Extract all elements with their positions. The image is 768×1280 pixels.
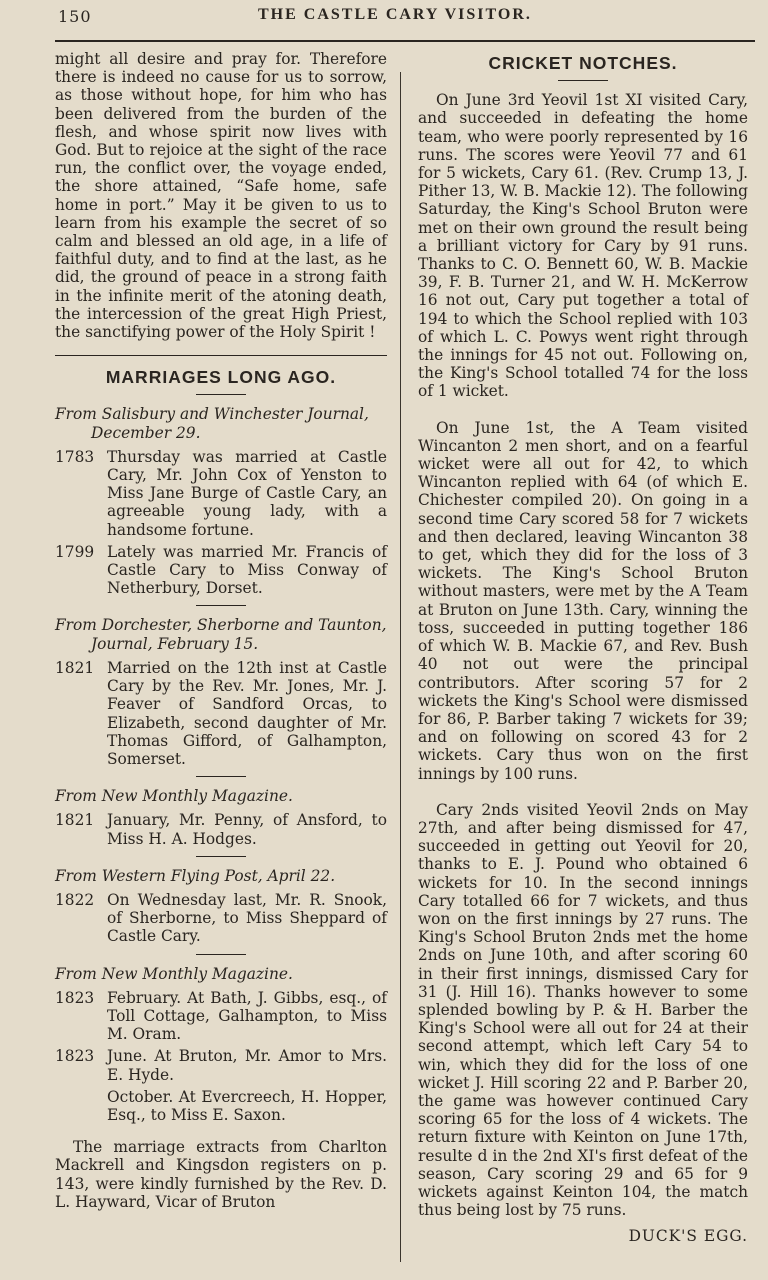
entry-year: 1783: [55, 447, 95, 466]
cricket-paragraph: On June 3rd Yeovil 1st XI visited Cary, and succeeded in defeating the home team, who were poorly represented by 16 runs. The scores were Yeovil 77 and 61 for 5 wickets, Cary 61. (Rev. Crump 13, J. Pither 13, W. B. Mackie 12). The following Saturday, the King's School Bruton were met on their own ground the result being a brilliant victory for Cary by 91 runs. Thanks to C. O. Bennett 60, W. B. Mackie 39, F. B. Turner 21, and W. H. McKerrow 16 not out, Cary put together a total of 194 to which the School replied with 103 of which L. C. Powys went right through the innings for 45 not out. Following on, the King's School totalled 74 for the loss of 1 wicket.: [418, 91, 748, 401]
divider-rule: [196, 776, 246, 777]
heading-rule: [558, 80, 608, 81]
obituary-continued: might all desire and pray for. Therefore there is indeed no cause for us to sorrow, as those without hope, for him who has been delivered from the burden of the flesh, and whose spirit now lives with God. But to rejoice at the sight of the race run, the conflict over, the voyage ended, the shore attained, “Safe home, safe home in port.” May it be given to us to learn from his example the secret of so calm and blessed an old age, in a life of faithful duty, and to find at the last, as he did, the ground of peace in a strong faith in the infinite merit of the atoning death, the intercession of the great High Priest, the sanctifying power of the Holy Spirit !: [55, 50, 387, 342]
marriages-heading: MARRIAGES LONG AGO.: [105, 367, 337, 388]
marriage-entry: [55, 448, 387, 539]
entry-year: 1821: [55, 811, 95, 830]
marriage-section: [55, 787, 387, 848]
marriage-entry: [55, 891, 387, 946]
entry-year: 1821: [55, 658, 95, 677]
marriage-entry: [55, 1047, 387, 1083]
header-rule: [55, 40, 755, 42]
entry-text: Thursday was married at Castle Cary, Mr. John Cox of Yenston to Miss Jane Burge of Castle Cary, an agreeable young lady, with a handsome fortune.: [107, 447, 387, 539]
source-citation: From New Monthly Magazine.: [55, 964, 293, 983]
entry-text: On Wednesday last, Mr. R. Snook, of Sherborne, to Miss Sheppard of Castle Cary.: [107, 890, 387, 946]
cricket-paragraph: On June 1st, the A Team visited Wincanton 2 men short, and on a fearful wicket were all out for 42, to which Wincanton replied with 64 (of which E. Chichester compiled 20). On going in a second time Cary scored 58 for 7 wickets and then declared, leaving Wincanton 38 to get, which they did for the loss of 3 wickets. The King's School Bruton without masters, were met by the A Team at Bruton on June 13th. Cary, winning the toss, succeeded in putting together 186 of which W. B. Mackie 67, and Rev. Bush 40 not out were the principal contributors. After scoring 57 for 2 wickets the King's School were dismissed for 86, P. Barber taking 7 wickets for 39; and on following on scored 43 for 2 wickets. Cary thus won on the first innings by 100 runs.: [418, 418, 748, 783]
page-header: [0, 4, 768, 30]
entry-year: 1822: [55, 890, 95, 909]
column-divider: [400, 72, 401, 1262]
entry-year: 1823: [55, 1047, 95, 1066]
source-citation: From Salisbury and Winchester Journal, December 29.: [55, 405, 369, 442]
source-citation: From Western Flying Post, April 22.: [55, 866, 336, 885]
cricket-heading: CRICKET NOTCHES.: [488, 53, 678, 73]
entry-text: February. At Bath, J. Gibbs, esq., of Toll Cottage, Galhampton, to Miss M. Oram.: [107, 988, 387, 1044]
divider-rule: [196, 954, 246, 955]
marriage-entry: [55, 659, 387, 768]
marriage-entry: [55, 543, 387, 598]
running-title: THE CASTLE CARY VISITOR.: [258, 6, 532, 23]
entry-text: Married on the 12th inst at Castle Cary by the Rev. Mr. Jones, Mr. J. Feaver of Sandford Orcas, to Elizabeth, second daughter of Mr. Thomas Gifford, of Galhampton, Somerset.: [107, 658, 387, 768]
heading-rule: [196, 394, 246, 395]
marriage-section: [55, 405, 387, 597]
entry-year: 1799: [55, 542, 95, 561]
marriage-section: [55, 965, 387, 1125]
source-citation: From New Monthly Magazine.: [55, 787, 293, 806]
marriage-section: [55, 867, 387, 946]
marriage-entry: [55, 811, 387, 847]
divider-rule: [196, 605, 246, 606]
divider-rule: [196, 856, 246, 857]
page-number: 150: [58, 7, 92, 26]
right-column: [418, 50, 748, 1246]
source-citation: From Dorchester, Sherborne and Taunton, Journal, February 15.: [55, 616, 387, 653]
marriage-entry-continued: October. At Evercreech, H. Hopper, Esq., to Miss E. Saxon.: [107, 1087, 387, 1124]
marriage-entry: [55, 989, 387, 1044]
acknowledgement-note: The marriage extracts from Charlton Mackrell and Kingsdon registers on p. 143, were kindly furnished by the Rev. D. L. Hayward, Vicar of Bruton: [55, 1138, 387, 1211]
entry-text: January, Mr. Penny, of Ansford, to Miss H. A. Hodges.: [107, 811, 387, 848]
section-rule: [55, 355, 387, 356]
marriage-section: [55, 616, 387, 768]
entry-text: June. At Bruton, Mr. Amor to Mrs. E. Hyde.: [107, 1047, 387, 1084]
left-column: [55, 50, 387, 1211]
entry-text: Lately was married Mr. Francis of Castle Cary to Miss Conway of Netherbury, Dorset.: [107, 542, 387, 598]
author-signature: DUCK'S EGG.: [628, 1227, 748, 1246]
cricket-paragraph: Cary 2nds visited Yeovil 2nds on May 27th, and after being dismissed for 47, succeeded in getting out Yeovil for 20, thanks to E. J. Pound who obtained 6 wickets for 10. In the second innings Cary totalled 66 for 7 wickets, and thus won on the first innings by 27 runs. The King's School Bruton 2nds met the home 2nds on June 10th, and after scoring 60 in their first innings, dismissed Cary for 31 (J. Hill 16). Thanks however to some splended bowling by P. & H. Barber the King's School were all out for 24 at their second attempt, which left Cary 54 to win, which they did for the loss of one wicket J. Hill scoring 22 and P. Barber 20, the game was however continued Cary scoring 65 for the loss of 4 wickets. The return fixture with Keinton on June 17th, resulte d in the 2nd XI's first defeat of the season, Cary scoring 29 and 65 for 9 wickets against Keinton 104, the match thus being lost by 75 runs.: [418, 800, 748, 1220]
entry-year: 1823: [55, 988, 95, 1007]
